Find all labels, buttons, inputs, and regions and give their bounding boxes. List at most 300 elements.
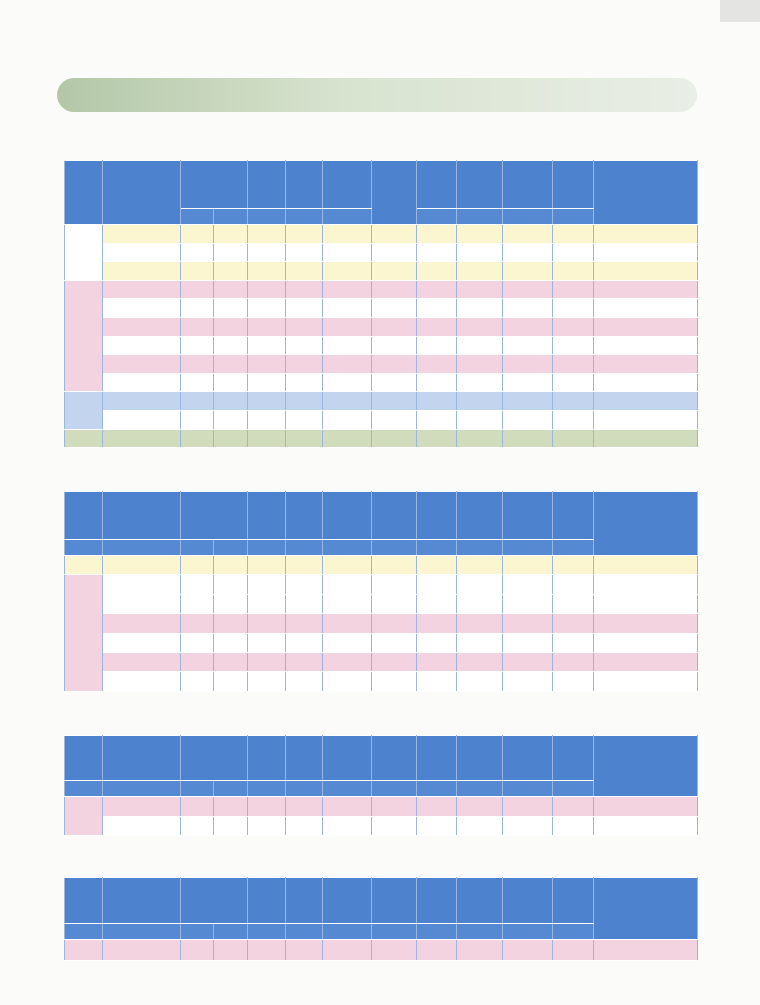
- cell-capacity-btu: [214, 614, 248, 633]
- cell-certification: [594, 392, 698, 411]
- unit-shell-hight: [372, 540, 417, 556]
- cell-model: [103, 410, 181, 429]
- unit-cop: [286, 781, 323, 797]
- header-series: [65, 878, 103, 924]
- cell-certification: [594, 652, 698, 671]
- cell-capacity-btu: [214, 652, 248, 671]
- cell-input-power: [248, 373, 286, 392]
- cell-capacity-btu: [214, 243, 248, 262]
- cell-capacity-btu: [214, 797, 248, 817]
- cell-accu-hight: [417, 633, 457, 652]
- header-accu: [417, 492, 457, 540]
- section-banner: [57, 78, 697, 112]
- table-row: [65, 336, 698, 355]
- unit-center-distance: [503, 781, 553, 797]
- cell-accu-dia: [457, 816, 503, 836]
- cell-test-condition: [323, 614, 372, 633]
- cell-accu-hight: [417, 392, 457, 411]
- header-shell: [372, 878, 417, 924]
- cell-accu-hight: [417, 336, 457, 355]
- cell-capacity-w: [181, 225, 214, 244]
- cell-test-condition: [323, 262, 372, 281]
- cell-input-power: [248, 262, 286, 281]
- cell-accu-dia: [457, 797, 503, 817]
- cell-center-distance: [503, 410, 553, 429]
- cell-base-angle: [553, 575, 594, 594]
- cell-capacity-btu: [214, 556, 248, 575]
- cell-shell-hight: [372, 652, 417, 671]
- cell-center-distance: [503, 225, 553, 244]
- table-row: [65, 262, 698, 281]
- unit-accu-hight: [417, 924, 457, 940]
- unit-capacity-w: [181, 209, 214, 225]
- cell-model: [103, 280, 181, 299]
- header-test: [323, 492, 372, 540]
- series-cell: [65, 392, 103, 429]
- cell-input-power: [248, 556, 286, 575]
- cell-capacity-w: [181, 392, 214, 411]
- cell-accu-hight: [417, 299, 457, 318]
- unit-test-condition: [323, 924, 372, 940]
- cell-accu-dia: [457, 280, 503, 299]
- cell-shell-hight: [372, 429, 417, 448]
- cell-capacity-btu: [214, 594, 248, 613]
- unit-input-power: [248, 924, 286, 940]
- cell-accu-hight: [417, 280, 457, 299]
- spec-table-r410a-rare-earth: [64, 160, 698, 448]
- cell-capacity-btu: [214, 816, 248, 836]
- cell-capacity-w: [181, 410, 214, 429]
- unit-shell-hight: [372, 924, 417, 940]
- cell-model: [103, 392, 181, 411]
- cell-accu-hight: [417, 614, 457, 633]
- cell-accu-dia: [457, 652, 503, 671]
- cell-accu-dia: [457, 262, 503, 281]
- spec-table-r410a-ferrite: [64, 491, 698, 692]
- unit-series: [65, 540, 103, 556]
- cell-cop: [286, 373, 323, 392]
- cell-model: [103, 575, 181, 594]
- cell-cop: [286, 262, 323, 281]
- cell-accu-dia: [457, 355, 503, 374]
- header-model: [103, 736, 181, 781]
- header-test: [323, 736, 372, 781]
- header-dia: [457, 492, 503, 540]
- cell-base-angle: [553, 317, 594, 336]
- cell-center-distance: [503, 392, 553, 411]
- cell-accu-dia: [457, 392, 503, 411]
- cell-accu-dia: [457, 410, 503, 429]
- cell-model: [103, 336, 181, 355]
- cell-shell-hight: [372, 299, 417, 318]
- cell-accu-dia: [457, 556, 503, 575]
- cell-cop: [286, 392, 323, 411]
- unit-series: [65, 781, 103, 797]
- cell-base-angle: [553, 280, 594, 299]
- cell-input-power: [248, 940, 286, 961]
- cell-test-condition: [323, 556, 372, 575]
- cell-capacity-w: [181, 355, 214, 374]
- cell-cop: [286, 429, 323, 448]
- cell-test-condition: [323, 225, 372, 244]
- cell-capacity-w: [181, 429, 214, 448]
- header-model: [103, 492, 181, 540]
- table-row: [65, 940, 698, 961]
- unit-input-power: [248, 781, 286, 797]
- cell-capacity-w: [181, 816, 214, 836]
- header-center: [503, 736, 553, 781]
- header-cert: [594, 161, 698, 225]
- cell-base-angle: [553, 299, 594, 318]
- cell-center-distance: [503, 317, 553, 336]
- table-row: [65, 633, 698, 652]
- cell-cop: [286, 336, 323, 355]
- cell-accu-hight: [417, 410, 457, 429]
- cell-test-condition: [323, 429, 372, 448]
- unit-model: [103, 781, 181, 797]
- cell-base-angle: [553, 243, 594, 262]
- cell-capacity-btu: [214, 355, 248, 374]
- cell-shell-hight: [372, 336, 417, 355]
- cell-accu-hight: [417, 243, 457, 262]
- cell-certification: [594, 614, 698, 633]
- header-series: [65, 492, 103, 540]
- cell-cop: [286, 816, 323, 836]
- table-row: [65, 243, 698, 262]
- cell-capacity-w: [181, 633, 214, 652]
- cell-accu-dia: [457, 373, 503, 392]
- cell-cop: [286, 575, 323, 594]
- cell-accu-hight: [417, 672, 457, 691]
- cell-input-power: [248, 594, 286, 613]
- cell-capacity-w: [181, 575, 214, 594]
- cell-model: [103, 243, 181, 262]
- header-input: [248, 492, 286, 540]
- table-row: [65, 556, 698, 575]
- cell-capacity-btu: [214, 262, 248, 281]
- table-row: [65, 429, 698, 448]
- cell-center-distance: [503, 556, 553, 575]
- table-row: [65, 672, 698, 691]
- table-row: [65, 594, 698, 613]
- header-input: [248, 161, 286, 209]
- cell-capacity-w: [181, 652, 214, 671]
- cell-shell-hight: [372, 410, 417, 429]
- unit-accu-dia: [457, 209, 503, 225]
- cell-certification: [594, 280, 698, 299]
- header-shell: [372, 492, 417, 540]
- cell-certification: [594, 225, 698, 244]
- cell-accu-hight: [417, 262, 457, 281]
- unit-test-condition: [323, 781, 372, 797]
- cell-capacity-w: [181, 797, 214, 817]
- table-row: [65, 614, 698, 633]
- cell-capacity-btu: [214, 336, 248, 355]
- unit-capacity-btu: [214, 924, 248, 940]
- series-cell: [65, 575, 103, 691]
- table-row: [65, 816, 698, 836]
- cell-accu-dia: [457, 317, 503, 336]
- header-series: [65, 736, 103, 781]
- header-shell: [372, 736, 417, 781]
- cell-accu-hight: [417, 816, 457, 836]
- cell-base-angle: [553, 225, 594, 244]
- cell-model: [103, 940, 181, 961]
- cell-certification: [594, 672, 698, 691]
- cell-accu-dia: [457, 633, 503, 652]
- cell-accu-dia: [457, 594, 503, 613]
- cell-accu-hight: [417, 575, 457, 594]
- unit-capacity-w: [181, 924, 214, 940]
- cell-certification: [594, 299, 698, 318]
- cell-shell-hight: [372, 633, 417, 652]
- cell-center-distance: [503, 262, 553, 281]
- cell-model: [103, 355, 181, 374]
- cell-accu-dia: [457, 429, 503, 448]
- cell-test-condition: [323, 317, 372, 336]
- cell-capacity-btu: [214, 575, 248, 594]
- cell-model: [103, 614, 181, 633]
- unit-accu-dia: [457, 540, 503, 556]
- cell-certification: [594, 633, 698, 652]
- cell-input-power: [248, 672, 286, 691]
- cell-base-angle: [553, 336, 594, 355]
- cell-capacity-btu: [214, 672, 248, 691]
- cell-shell-hight: [372, 575, 417, 594]
- table-row: [65, 225, 698, 244]
- cell-shell-hight: [372, 392, 417, 411]
- cell-input-power: [248, 355, 286, 374]
- cell-cop: [286, 594, 323, 613]
- cell-cop: [286, 652, 323, 671]
- cell-certification: [594, 410, 698, 429]
- cell-test-condition: [323, 299, 372, 318]
- cell-capacity-w: [181, 262, 214, 281]
- header-cert: [594, 492, 698, 556]
- cell-test-condition: [323, 594, 372, 613]
- cell-cop: [286, 556, 323, 575]
- cell-base-angle: [553, 940, 594, 961]
- cell-base-angle: [553, 614, 594, 633]
- cell-capacity-btu: [214, 225, 248, 244]
- cell-certification: [594, 940, 698, 961]
- header-dia: [457, 878, 503, 924]
- cell-center-distance: [503, 940, 553, 961]
- cell-base-angle: [553, 355, 594, 374]
- cell-model: [103, 652, 181, 671]
- table-row: [65, 575, 698, 594]
- cell-capacity-btu: [214, 429, 248, 448]
- cell-accu-dia: [457, 225, 503, 244]
- cell-certification: [594, 797, 698, 817]
- cell-center-distance: [503, 299, 553, 318]
- cell-capacity-w: [181, 317, 214, 336]
- header-base: [553, 161, 594, 209]
- cell-certification: [594, 429, 698, 448]
- series-cell: [65, 280, 103, 392]
- cell-test-condition: [323, 652, 372, 671]
- cell-center-distance: [503, 336, 553, 355]
- header-row: [65, 492, 698, 540]
- cell-accu-hight: [417, 556, 457, 575]
- unit-center-distance: [503, 924, 553, 940]
- series-cell: [65, 940, 103, 961]
- cell-capacity-btu: [214, 410, 248, 429]
- cell-model: [103, 594, 181, 613]
- cell-cop: [286, 317, 323, 336]
- cell-test-condition: [323, 336, 372, 355]
- cell-input-power: [248, 429, 286, 448]
- cell-accu-dia: [457, 336, 503, 355]
- cell-cop: [286, 633, 323, 652]
- cell-accu-hight: [417, 373, 457, 392]
- header-base: [553, 878, 594, 924]
- cell-cop: [286, 225, 323, 244]
- cell-capacity-btu: [214, 940, 248, 961]
- cell-center-distance: [503, 672, 553, 691]
- unit-capacity-btu: [214, 540, 248, 556]
- cell-accu-hight: [417, 797, 457, 817]
- cell-input-power: [248, 243, 286, 262]
- header-dia: [457, 161, 503, 209]
- cell-shell-hight: [372, 672, 417, 691]
- spec-table-r134a: [64, 877, 698, 961]
- cell-test-condition: [323, 816, 372, 836]
- cell-cop: [286, 299, 323, 318]
- header-input: [248, 878, 286, 924]
- cell-base-angle: [553, 392, 594, 411]
- page-corner: [720, 0, 760, 22]
- cell-certification: [594, 373, 698, 392]
- unit-input-power: [248, 209, 286, 225]
- header-base: [553, 492, 594, 540]
- cell-accu-hight: [417, 429, 457, 448]
- unit-shell-hight: [323, 209, 372, 225]
- header-capacity: [181, 736, 248, 781]
- unit-cop: [286, 924, 323, 940]
- unit-center-distance: [503, 209, 553, 225]
- cell-input-power: [248, 225, 286, 244]
- cell-input-power: [248, 614, 286, 633]
- cell-shell-hight: [372, 816, 417, 836]
- cell-capacity-w: [181, 614, 214, 633]
- series-cell: [65, 797, 103, 836]
- cell-shell-hight: [372, 614, 417, 633]
- cell-shell-hight: [372, 355, 417, 374]
- cell-certification: [594, 262, 698, 281]
- cell-cop: [286, 797, 323, 817]
- cell-test-condition: [323, 797, 372, 817]
- cell-cop: [286, 280, 323, 299]
- cell-base-angle: [553, 652, 594, 671]
- unit-model: [103, 924, 181, 940]
- cell-capacity-w: [181, 594, 214, 613]
- cell-shell-hight: [372, 797, 417, 817]
- cell-shell-hight: [372, 317, 417, 336]
- cell-input-power: [248, 633, 286, 652]
- cell-input-power: [248, 816, 286, 836]
- cell-base-angle: [553, 633, 594, 652]
- cell-test-condition: [323, 243, 372, 262]
- header-row: [65, 736, 698, 781]
- cell-capacity-w: [181, 672, 214, 691]
- cell-accu-dia: [457, 243, 503, 262]
- header-center: [503, 161, 553, 209]
- header-cop: [286, 878, 323, 924]
- table-row: [65, 652, 698, 671]
- cell-center-distance: [503, 633, 553, 652]
- cell-test-condition: [323, 633, 372, 652]
- table-row: [65, 392, 698, 411]
- cell-input-power: [248, 336, 286, 355]
- cell-certification: [594, 336, 698, 355]
- cell-test-condition: [323, 575, 372, 594]
- cell-test-condition: [323, 355, 372, 374]
- cell-capacity-w: [181, 243, 214, 262]
- header-model: [103, 878, 181, 924]
- cell-accu-dia: [457, 299, 503, 318]
- cell-center-distance: [503, 594, 553, 613]
- unit-accu-dia: [457, 781, 503, 797]
- cell-base-angle: [553, 672, 594, 691]
- cell-test-condition: [323, 672, 372, 691]
- cell-accu-hight: [417, 317, 457, 336]
- cell-certification: [594, 816, 698, 836]
- header-capacity: [181, 161, 248, 209]
- cell-test-condition: [323, 410, 372, 429]
- unit-test-condition: [323, 540, 372, 556]
- cell-test-condition: [323, 280, 372, 299]
- cell-center-distance: [503, 614, 553, 633]
- cell-center-distance: [503, 373, 553, 392]
- spec-table-r22: [64, 735, 698, 836]
- unit-cop: [286, 209, 323, 225]
- unit-input-power: [248, 540, 286, 556]
- cell-center-distance: [503, 280, 553, 299]
- cell-shell-hight: [372, 373, 417, 392]
- cell-center-distance: [503, 429, 553, 448]
- header-test: [323, 161, 372, 209]
- cell-capacity-btu: [214, 299, 248, 318]
- unit-series: [65, 924, 103, 940]
- cell-base-angle: [553, 410, 594, 429]
- cell-certification: [594, 556, 698, 575]
- table-row: [65, 280, 698, 299]
- cell-test-condition: [323, 940, 372, 961]
- header-cop: [286, 736, 323, 781]
- cell-accu-dia: [457, 940, 503, 961]
- cell-capacity-btu: [214, 280, 248, 299]
- cell-center-distance: [503, 816, 553, 836]
- cell-model: [103, 262, 181, 281]
- table-row: [65, 797, 698, 817]
- header-model: [103, 161, 181, 225]
- header-dia: [457, 736, 503, 781]
- header-cop: [286, 161, 323, 209]
- cell-input-power: [248, 797, 286, 817]
- cell-certification: [594, 243, 698, 262]
- header-capacity: [181, 492, 248, 540]
- cell-test-condition: [323, 392, 372, 411]
- cell-capacity-w: [181, 373, 214, 392]
- unit-center-distance: [503, 540, 553, 556]
- cell-capacity-w: [181, 299, 214, 318]
- cell-model: [103, 797, 181, 817]
- cell-capacity-w: [181, 556, 214, 575]
- cell-cop: [286, 243, 323, 262]
- cell-model: [103, 556, 181, 575]
- cell-capacity-btu: [214, 633, 248, 652]
